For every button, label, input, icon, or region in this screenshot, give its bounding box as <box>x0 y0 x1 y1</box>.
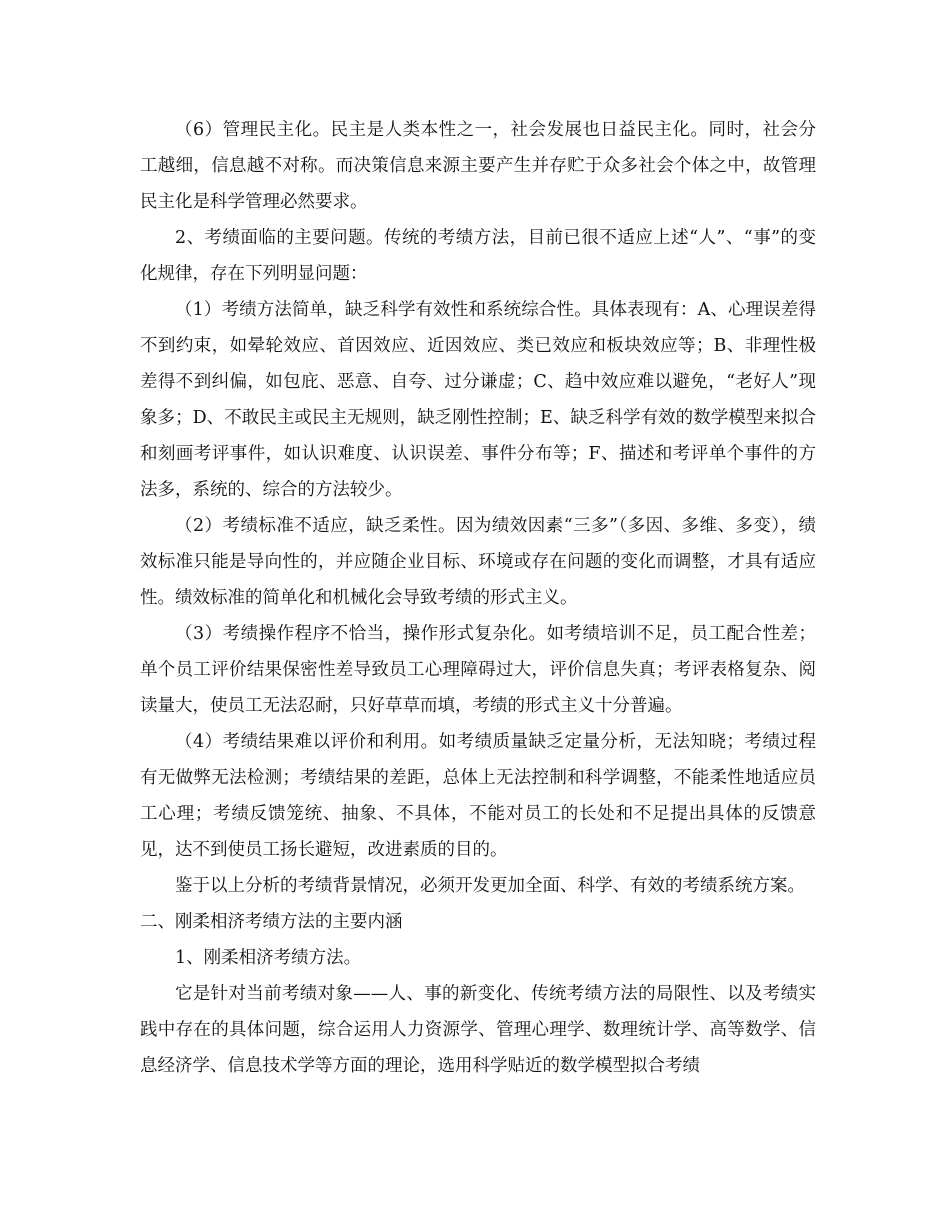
paragraph-problem-2: （2）考绩标准不适应，缺乏柔性。因为绩效因素“三多”（多因、多维、多变），绩效标准只能是导向性的，并应随企业目标、环境或存在问题的变化而调整，才具有适应性。绩效标准的简单化和机械化会导致考绩的形式主义。 <box>140 516 816 608</box>
paragraph-problem-3: （3）考绩操作程序不恰当，操作形式复杂化。如考绩培训不足，员工配合性差；单个员工评价结果保密性差导致员工心理障碍过大，评价信息失真；考评表格复杂、阅读量大，使员工无法忍耐，只好草草而填，考绩的形式主义十分普遍。 <box>140 624 816 716</box>
paragraph-problem-4: （4）考绩结果难以评价和利用。如考绩质量缺乏定量分析，无法知晓；考绩过程有无做弊无法检测；考绩结果的差距，总体上无法控制和科学调整，不能柔性地适应员工心理；考绩反馈笼统、抽象、不具体，不能对员工的长处和不足提出具体的反馈意见，达不到使员工扬长避短，改进素质的目的。 <box>140 732 816 860</box>
subsection-heading: 1、刚柔相济考绩方法。 <box>175 948 362 968</box>
section-heading: 二、刚柔相济考绩方法的主要内涵 <box>140 912 403 932</box>
paragraph-management-democratization: （6）管理民主化。民主是人类本性之一，社会发展也日益民主化。同时，社会分工越细，信息越不对称。而决策信息来源主要产生并存贮于众多社会个体之中，故管理民主化是科学管理必然要求。 <box>140 120 816 212</box>
paragraph-main-problems: 2、考绩面临的主要问题。传统的考绩方法，目前已很不适应上述“人”、“事”的变化规律，存在下列明显问题： <box>140 228 816 284</box>
document-body <box>140 112 816 1084</box>
paragraph-problem-1: （1）考绩方法简单，缺乏科学有效性和系统综合性。具体表现有：A、心理误差得不到约束，如晕轮效应、首因效应、近因效应、类已效应和板块效应等；B、非理性极差得不到纠偏，如包庇、恶意、自夸、过分谦虚；C、趋中效应难以避免，“老好人”现象多；D、不敢民主或民主无规则，缺乏刚性控制；E、缺乏科学有效的数学模型来拟合和刻画考评事件，如认识难度、认识误差、事件分布等；F、描述和考评单个事件的方法多，系统的、综合的方法较少。 <box>140 300 816 500</box>
paragraph-method-definition: 它是针对当前考绩对象——人、事的新变化、传统考绩方法的局限性、以及考绩实践中存在的具体问题，综合运用人力资源学、管理心理学、数理统计学、高等数学、信息经济学、信息技术学等方面的理论，选用科学贴近的数学模型拟合考绩 <box>140 984 816 1076</box>
paragraph-conclusion: 鉴于以上分析的考绩背景情况，必须开发更加全面、科学、有效的考绩系统方案。 <box>175 876 805 896</box>
